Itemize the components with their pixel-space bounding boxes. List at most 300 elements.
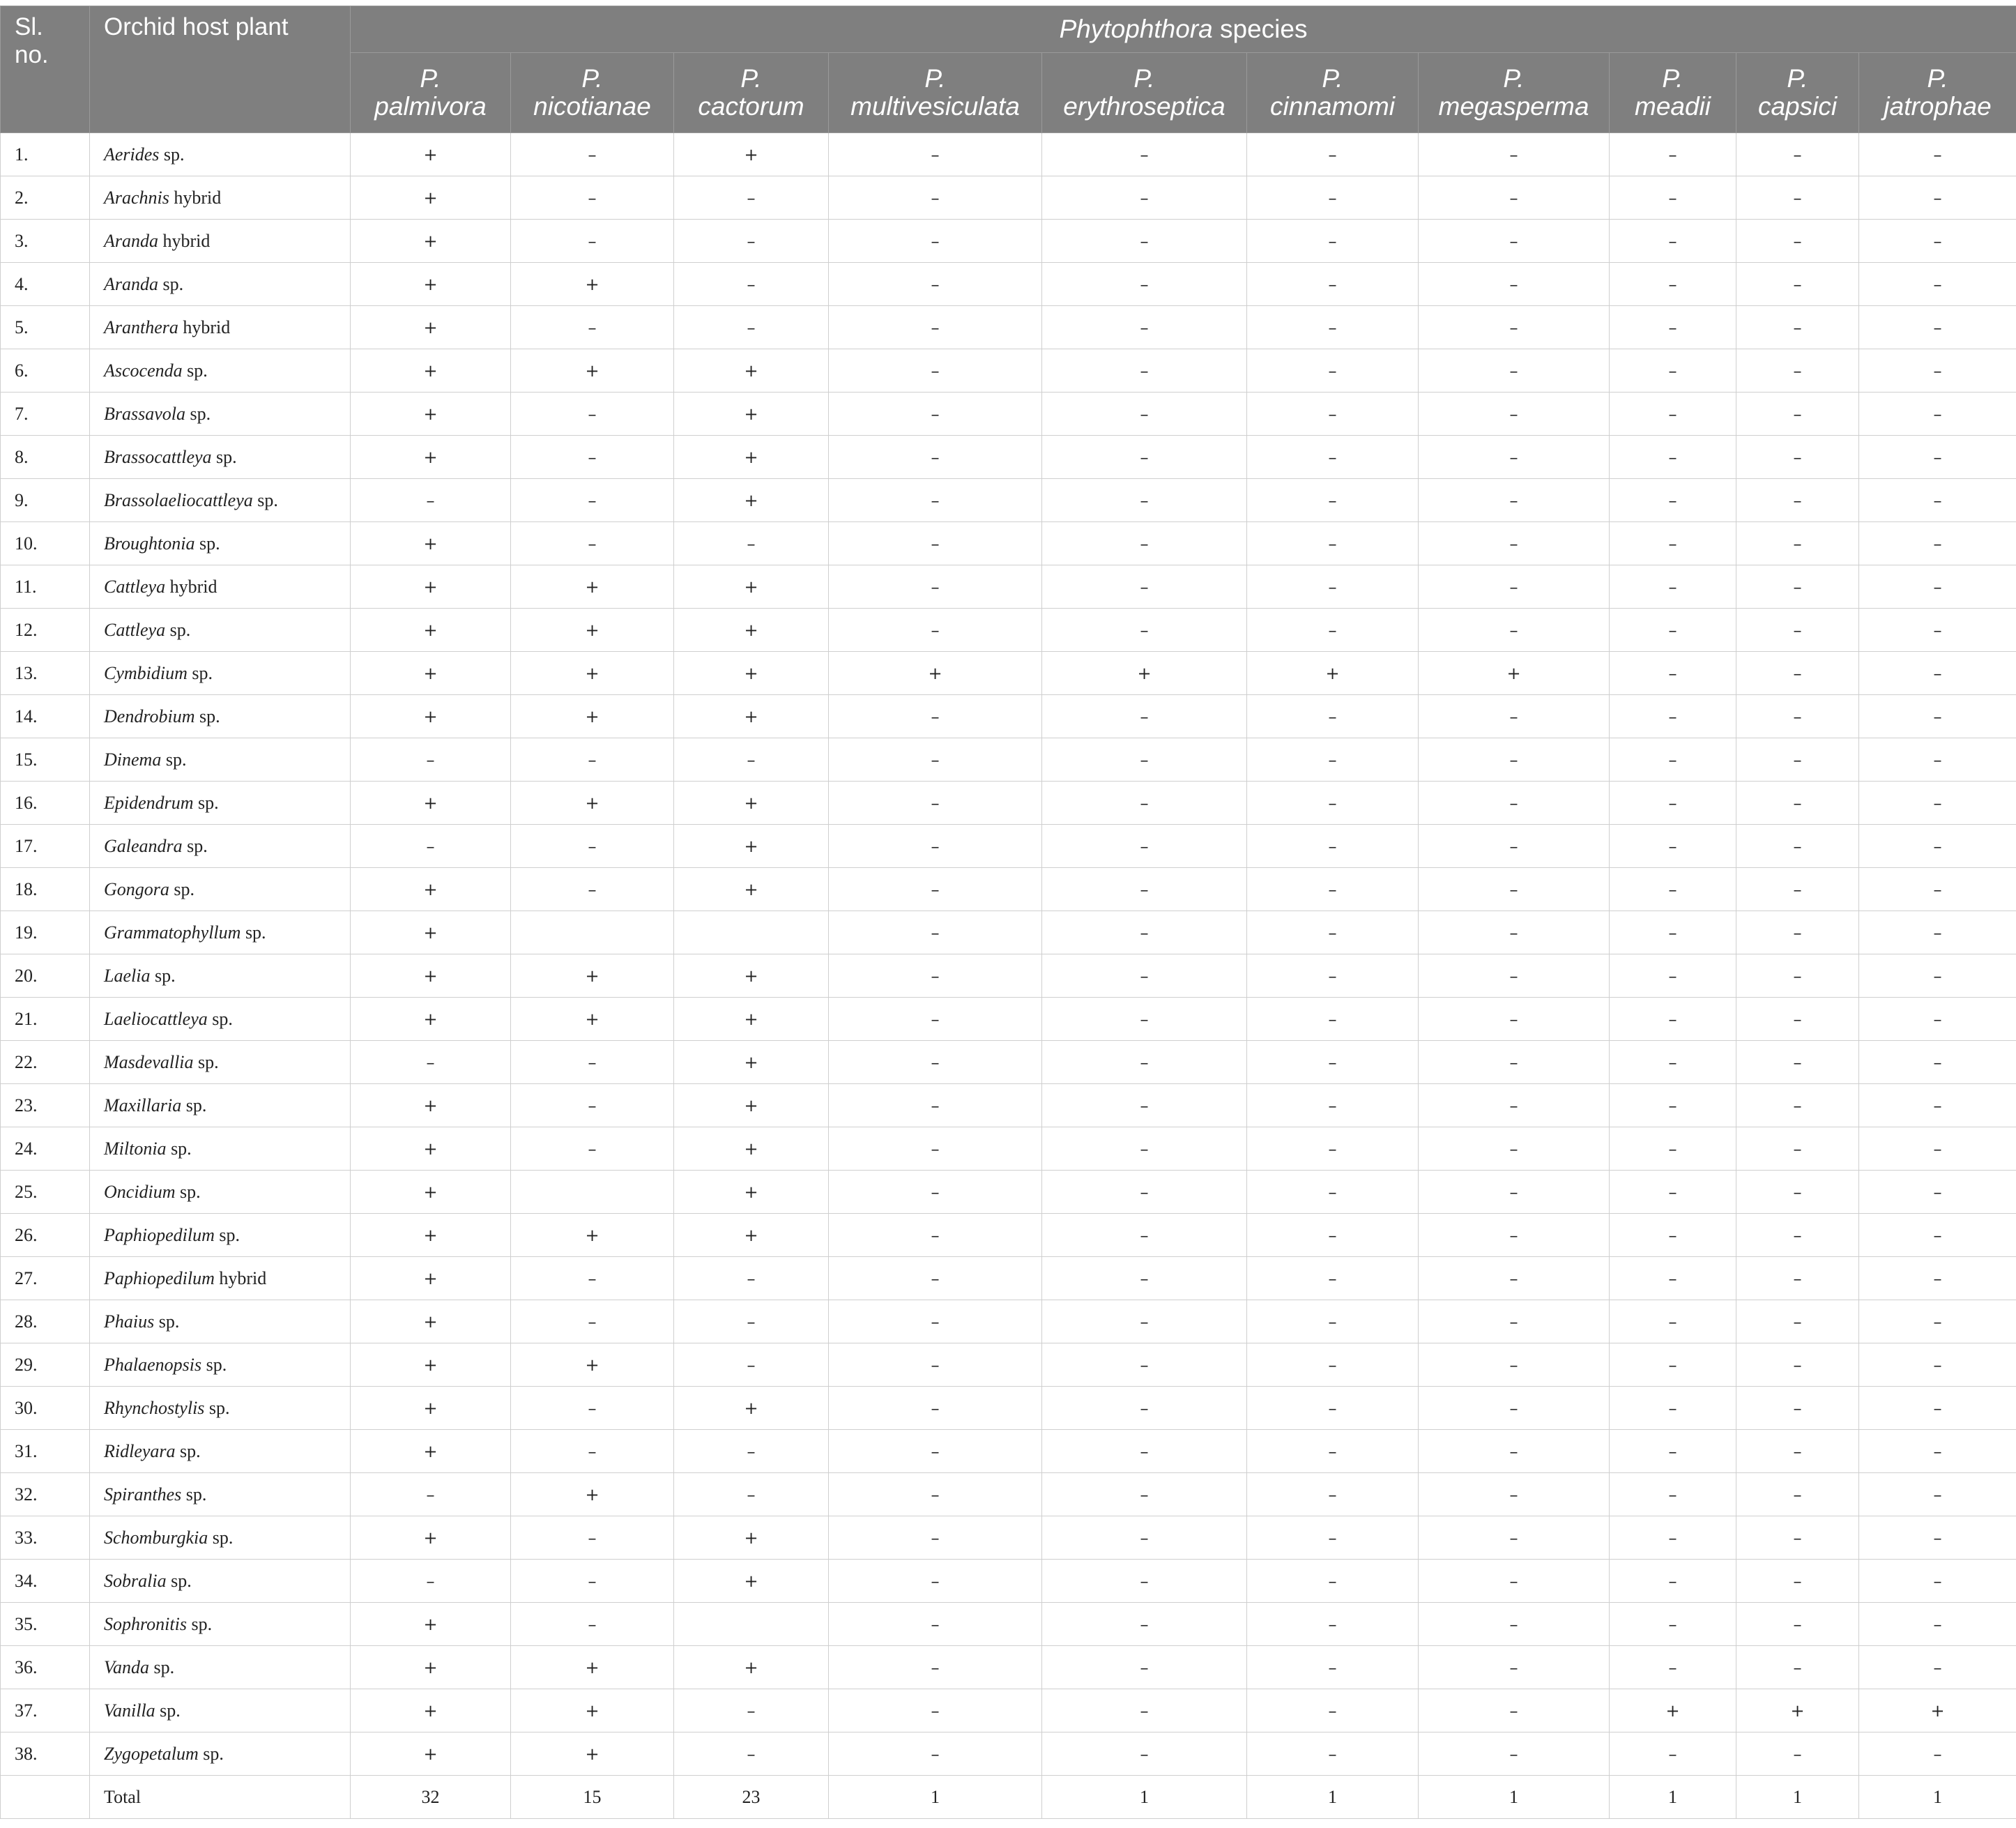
- presence-cell: –: [1736, 263, 1859, 306]
- host-suffix: sp.: [166, 1138, 192, 1159]
- presence-cell: –: [674, 1300, 829, 1343]
- presence-cell: –: [1247, 1387, 1419, 1430]
- host-genus: Gongora: [104, 878, 169, 899]
- presence-cell: –: [1419, 263, 1610, 306]
- presence-cell: +: [511, 998, 674, 1041]
- species-epithet: cactorum: [698, 92, 804, 121]
- presence-cell: –: [1859, 911, 2016, 954]
- presence-cell: –: [1736, 436, 1859, 479]
- presence-cell: –: [1610, 738, 1736, 782]
- presence-cell: –: [1610, 393, 1736, 436]
- host-plant-cell: [90, 1084, 351, 1127]
- host-genus: Rhynchostylis: [104, 1397, 205, 1418]
- presence-cell: +: [674, 393, 829, 436]
- presence-cell: –: [829, 220, 1042, 263]
- presence-cell: +: [1247, 652, 1419, 695]
- presence-cell: +: [674, 565, 829, 609]
- host-genus: Epidendrum: [104, 792, 194, 813]
- presence-cell: –: [1859, 176, 2016, 220]
- presence-cell: –: [829, 436, 1042, 479]
- host-genus: Brassavola: [104, 403, 185, 424]
- table-row: [1, 220, 2016, 263]
- presence-cell: +: [511, 1646, 674, 1689]
- host-plant-cell: [90, 825, 351, 868]
- presence-cell: –: [1247, 1560, 1419, 1603]
- presence-cell: –: [1419, 954, 1610, 998]
- presence-cell: –: [829, 1560, 1042, 1603]
- table-row: [1, 911, 2016, 954]
- table-row: [1, 954, 2016, 998]
- presence-cell: –: [1610, 998, 1736, 1041]
- presence-cell: –: [1610, 1387, 1736, 1430]
- host-suffix: sp.: [193, 792, 219, 813]
- presence-cell: –: [1042, 306, 1247, 349]
- presence-cell: –: [1042, 436, 1247, 479]
- species-genus: P.: [1787, 64, 1808, 93]
- host-plant-cell: [90, 220, 351, 263]
- presence-cell: –: [829, 609, 1042, 652]
- presence-cell: –: [1042, 522, 1247, 565]
- presence-cell: –: [1736, 1084, 1859, 1127]
- presence-cell: +: [351, 998, 511, 1041]
- presence-cell: –: [1859, 695, 2016, 738]
- presence-cell: –: [1042, 1171, 1247, 1214]
- species-header-jatrophae: [1859, 53, 2016, 133]
- presence-cell: –: [829, 825, 1042, 868]
- host-plant-cell: [90, 1646, 351, 1689]
- presence-cell: –: [1247, 782, 1419, 825]
- presence-cell: –: [674, 1732, 829, 1776]
- host-suffix: sp.: [165, 619, 191, 640]
- presence-cell: –: [674, 263, 829, 306]
- presence-cell: –: [1042, 1560, 1247, 1603]
- total-value: 32: [351, 1776, 511, 1819]
- orchid-phytophthora-table: [0, 6, 2016, 1819]
- presence-cell: –: [1859, 1300, 2016, 1343]
- presence-cell: –: [1859, 306, 2016, 349]
- total-value: 1: [829, 1776, 1042, 1819]
- presence-cell: –: [1736, 1387, 1859, 1430]
- presence-cell: –: [1610, 1171, 1736, 1214]
- presence-cell: –: [1042, 1214, 1247, 1257]
- presence-cell: +: [511, 954, 674, 998]
- presence-cell: +: [511, 1732, 674, 1776]
- presence-cell: –: [511, 306, 674, 349]
- presence-cell: +: [351, 695, 511, 738]
- presence-cell: –: [351, 479, 511, 522]
- presence-cell: –: [1859, 1041, 2016, 1084]
- presence-cell: –: [1736, 522, 1859, 565]
- total-value: 23: [674, 1776, 829, 1819]
- host-plant-cell: [90, 349, 351, 393]
- presence-cell: –: [1736, 1300, 1859, 1343]
- presence-cell: –: [1859, 652, 2016, 695]
- species-genus: P.: [1503, 64, 1525, 93]
- presence-cell: –: [511, 738, 674, 782]
- presence-cell: [511, 1171, 674, 1214]
- presence-cell: –: [1247, 565, 1419, 609]
- header-row-group: [1, 6, 2016, 53]
- presence-cell: +: [351, 1603, 511, 1646]
- presence-cell: –: [1419, 1603, 1610, 1646]
- host-suffix: sp.: [198, 1743, 224, 1764]
- presence-cell: –: [1042, 220, 1247, 263]
- presence-cell: –: [1042, 695, 1247, 738]
- host-genus: Vanilla: [104, 1700, 155, 1721]
- presence-cell: –: [1859, 609, 2016, 652]
- species-epithet: cinnamomi: [1270, 92, 1395, 121]
- presence-cell: –: [1736, 565, 1859, 609]
- presence-cell: –: [1610, 652, 1736, 695]
- presence-cell: +: [351, 565, 511, 609]
- species-header-palmivora: [351, 53, 511, 133]
- presence-cell: +: [351, 1689, 511, 1732]
- presence-cell: –: [1419, 349, 1610, 393]
- host-plant-cell: [90, 1300, 351, 1343]
- presence-cell: +: [674, 1214, 829, 1257]
- presence-cell: –: [1247, 1171, 1419, 1214]
- presence-cell: –: [1736, 868, 1859, 911]
- presence-cell: –: [1247, 1646, 1419, 1689]
- table-row: [1, 652, 2016, 695]
- host-genus: Arachnis: [104, 187, 169, 208]
- presence-cell: –: [1042, 998, 1247, 1041]
- presence-cell: –: [1736, 393, 1859, 436]
- genus-label: Phytophthora: [1059, 15, 1213, 43]
- presence-cell: –: [511, 1041, 674, 1084]
- presence-cell: –: [1859, 1214, 2016, 1257]
- host-plant-cell: [90, 609, 351, 652]
- row-number: 7.: [1, 393, 90, 436]
- host-suffix: sp.: [208, 1527, 234, 1548]
- presence-cell: +: [351, 1732, 511, 1776]
- presence-cell: +: [674, 1646, 829, 1689]
- presence-cell: –: [1736, 1646, 1859, 1689]
- row-number: 18.: [1, 868, 90, 911]
- presence-cell: –: [829, 1127, 1042, 1171]
- presence-cell: –: [1736, 1430, 1859, 1473]
- presence-cell: –: [1042, 393, 1247, 436]
- table-row: [1, 133, 2016, 176]
- presence-cell: –: [1610, 1214, 1736, 1257]
- host-plant-cell: [90, 652, 351, 695]
- host-genus: Brassocattleya: [104, 446, 212, 467]
- host-suffix: sp.: [181, 1484, 207, 1505]
- presence-cell: –: [1419, 738, 1610, 782]
- row-number: 16.: [1, 782, 90, 825]
- row-number: 21.: [1, 998, 90, 1041]
- presence-cell: –: [1419, 1084, 1610, 1127]
- presence-cell: –: [1736, 1603, 1859, 1646]
- presence-cell: –: [511, 522, 674, 565]
- presence-cell: +: [351, 1300, 511, 1343]
- presence-cell: –: [1736, 609, 1859, 652]
- presence-cell: +: [351, 1343, 511, 1387]
- presence-cell: –: [1736, 306, 1859, 349]
- presence-cell: –: [1247, 1127, 1419, 1171]
- presence-cell: –: [674, 1689, 829, 1732]
- species-header-cactorum: [674, 53, 829, 133]
- presence-cell: –: [1736, 1732, 1859, 1776]
- host-plant-cell: [90, 565, 351, 609]
- row-number: 14.: [1, 695, 90, 738]
- presence-cell: –: [1247, 911, 1419, 954]
- presence-cell: –: [1419, 1430, 1610, 1473]
- presence-cell: –: [1736, 782, 1859, 825]
- presence-cell: [674, 911, 829, 954]
- presence-cell: +: [351, 436, 511, 479]
- table-row: [1, 349, 2016, 393]
- row-number: 6.: [1, 349, 90, 393]
- host-plant-cell: [90, 1214, 351, 1257]
- row-number: 27.: [1, 1257, 90, 1300]
- presence-cell: –: [1736, 1473, 1859, 1516]
- total-value: 15: [511, 1776, 674, 1819]
- presence-cell: –: [1247, 479, 1419, 522]
- presence-cell: –: [1419, 1343, 1610, 1387]
- presence-cell: –: [1859, 565, 2016, 609]
- presence-cell: –: [1247, 349, 1419, 393]
- presence-cell: –: [1247, 393, 1419, 436]
- presence-cell: –: [1736, 1343, 1859, 1387]
- presence-cell: –: [1859, 1603, 2016, 1646]
- presence-cell: –: [829, 349, 1042, 393]
- species-genus: P.: [740, 64, 762, 93]
- presence-cell: –: [511, 133, 674, 176]
- presence-cell: +: [351, 133, 511, 176]
- host-suffix: sp.: [159, 144, 185, 165]
- total-row: [1, 1776, 2016, 1819]
- species-genus: P.: [1133, 64, 1155, 93]
- presence-cell: –: [1042, 479, 1247, 522]
- host-plant-cell: [90, 1560, 351, 1603]
- presence-cell: –: [1419, 1300, 1610, 1343]
- host-genus: Paphiopedilum: [104, 1267, 215, 1288]
- presence-cell: –: [1859, 825, 2016, 868]
- row-number: 37.: [1, 1689, 90, 1732]
- presence-cell: –: [1610, 1473, 1736, 1516]
- table-row: [1, 609, 2016, 652]
- table-row: [1, 1732, 2016, 1776]
- presence-cell: –: [1859, 1560, 2016, 1603]
- presence-cell: +: [511, 1473, 674, 1516]
- presence-cell: –: [1419, 1041, 1610, 1084]
- presence-cell: –: [1247, 998, 1419, 1041]
- row-number: 24.: [1, 1127, 90, 1171]
- row-number: 22.: [1, 1041, 90, 1084]
- presence-cell: –: [674, 522, 829, 565]
- presence-cell: –: [1247, 954, 1419, 998]
- row-number: 15.: [1, 738, 90, 782]
- presence-cell: +: [351, 1171, 511, 1214]
- presence-cell: –: [1419, 695, 1610, 738]
- species-epithet: meadii: [1635, 92, 1711, 121]
- presence-cell: –: [351, 825, 511, 868]
- table-row: [1, 1646, 2016, 1689]
- presence-cell: –: [1247, 1689, 1419, 1732]
- presence-cell: –: [1859, 1084, 2016, 1127]
- presence-cell: +: [511, 695, 674, 738]
- table-row: [1, 1387, 2016, 1430]
- host-genus: Aranthera: [104, 317, 178, 337]
- species-header-nicotianae: [511, 53, 674, 133]
- total-value: 1: [1247, 1776, 1419, 1819]
- presence-cell: +: [1736, 1689, 1859, 1732]
- species-epithet: capsici: [1757, 92, 1838, 121]
- presence-cell: +: [674, 1387, 829, 1430]
- presence-cell: –: [1736, 479, 1859, 522]
- presence-cell: –: [1247, 1343, 1419, 1387]
- presence-cell: –: [829, 306, 1042, 349]
- presence-cell: –: [1419, 306, 1610, 349]
- presence-cell: –: [1859, 263, 2016, 306]
- presence-cell: +: [674, 1171, 829, 1214]
- presence-cell: +: [1859, 1689, 2016, 1732]
- presence-cell: –: [1247, 1473, 1419, 1516]
- presence-cell: –: [829, 1257, 1042, 1300]
- presence-cell: –: [1419, 1127, 1610, 1171]
- presence-cell: –: [1610, 565, 1736, 609]
- total-value: 1: [1859, 1776, 2016, 1819]
- presence-cell: –: [1042, 825, 1247, 868]
- presence-cell: +: [674, 436, 829, 479]
- host-suffix: sp.: [154, 1311, 180, 1332]
- host-suffix: sp.: [150, 965, 176, 986]
- presence-cell: –: [351, 1473, 511, 1516]
- presence-cell: +: [511, 1214, 674, 1257]
- presence-cell: –: [1042, 782, 1247, 825]
- presence-cell: –: [1247, 1214, 1419, 1257]
- presence-cell: –: [1247, 1732, 1419, 1776]
- host-genus: Sophronitis: [104, 1613, 187, 1634]
- presence-cell: –: [1610, 609, 1736, 652]
- presence-cell: –: [829, 998, 1042, 1041]
- table-row: [1, 1430, 2016, 1473]
- presence-cell: –: [1610, 695, 1736, 738]
- presence-cell: +: [351, 1257, 511, 1300]
- host-genus: Aranda: [104, 230, 158, 251]
- host-suffix: sp.: [182, 360, 208, 381]
- host-plant-cell: [90, 1732, 351, 1776]
- host-plant-cell: [90, 1041, 351, 1084]
- table-row: [1, 479, 2016, 522]
- presence-cell: +: [1610, 1689, 1736, 1732]
- host-plant-cell: [90, 998, 351, 1041]
- presence-cell: –: [829, 393, 1042, 436]
- presence-cell: –: [1610, 1516, 1736, 1560]
- presence-cell: –: [1247, 1257, 1419, 1300]
- presence-cell: –: [511, 1127, 674, 1171]
- row-number: 28.: [1, 1300, 90, 1343]
- host-suffix: hybrid: [158, 230, 211, 251]
- presence-cell: –: [1610, 825, 1736, 868]
- host-genus: Paphiopedilum: [104, 1224, 215, 1245]
- presence-cell: +: [351, 176, 511, 220]
- presence-cell: +: [511, 652, 674, 695]
- presence-cell: +: [351, 609, 511, 652]
- host-plant-cell: [90, 1171, 351, 1214]
- table-row: [1, 263, 2016, 306]
- table-row: [1, 825, 2016, 868]
- presence-cell: –: [1042, 1257, 1247, 1300]
- presence-cell: –: [1859, 1387, 2016, 1430]
- host-genus: Schomburgkia: [104, 1527, 208, 1548]
- presence-cell: –: [1736, 911, 1859, 954]
- presence-cell: +: [674, 954, 829, 998]
- table-row: [1, 1603, 2016, 1646]
- presence-cell: +: [351, 1214, 511, 1257]
- presence-cell: –: [1247, 220, 1419, 263]
- presence-cell: –: [1247, 176, 1419, 220]
- presence-cell: –: [1736, 1041, 1859, 1084]
- presence-cell: –: [1042, 1473, 1247, 1516]
- host-plant-cell: [90, 393, 351, 436]
- host-plant-cell: [90, 306, 351, 349]
- presence-cell: +: [351, 349, 511, 393]
- presence-cell: –: [1736, 220, 1859, 263]
- host-suffix: sp.: [194, 533, 220, 554]
- presence-cell: –: [1042, 565, 1247, 609]
- presence-cell: –: [1736, 176, 1859, 220]
- presence-cell: –: [1247, 609, 1419, 652]
- host-suffix: sp.: [175, 1181, 201, 1202]
- host-suffix: sp.: [240, 922, 266, 943]
- row-number: 31.: [1, 1430, 90, 1473]
- presence-cell: –: [1736, 1516, 1859, 1560]
- presence-cell: –: [829, 1646, 1042, 1689]
- presence-cell: –: [1859, 1257, 2016, 1300]
- host-plant-cell: [90, 1343, 351, 1387]
- table-container: [0, 6, 2016, 1819]
- presence-cell: –: [829, 1300, 1042, 1343]
- presence-cell: –: [1042, 1343, 1247, 1387]
- presence-cell: –: [1419, 176, 1610, 220]
- host-genus: Cattleya: [104, 619, 166, 640]
- presence-cell: –: [829, 1214, 1042, 1257]
- presence-cell: [674, 1603, 829, 1646]
- presence-cell: –: [1042, 1041, 1247, 1084]
- presence-cell: –: [1419, 1732, 1610, 1776]
- presence-cell: –: [1247, 1603, 1419, 1646]
- presence-cell: –: [1859, 1646, 2016, 1689]
- presence-cell: –: [1859, 1171, 2016, 1214]
- presence-cell: –: [829, 133, 1042, 176]
- row-number: 25.: [1, 1171, 90, 1214]
- row-number: 33.: [1, 1516, 90, 1560]
- presence-cell: –: [829, 782, 1042, 825]
- species-epithet: nicotianae: [533, 92, 651, 121]
- presence-cell: –: [1610, 1603, 1736, 1646]
- presence-cell: –: [1419, 1689, 1610, 1732]
- host-genus: Vanda: [104, 1656, 149, 1677]
- host-plant-cell: [90, 868, 351, 911]
- presence-cell: –: [1859, 522, 2016, 565]
- presence-cell: –: [1419, 911, 1610, 954]
- table-row: [1, 1300, 2016, 1343]
- presence-cell: –: [1736, 695, 1859, 738]
- host-suffix: sp.: [204, 1397, 230, 1418]
- presence-cell: –: [1247, 263, 1419, 306]
- host-plant-cell: [90, 911, 351, 954]
- presence-cell: –: [1247, 1041, 1419, 1084]
- presence-cell: [511, 911, 674, 954]
- presence-cell: –: [1247, 1516, 1419, 1560]
- presence-cell: –: [511, 868, 674, 911]
- presence-cell: –: [1042, 911, 1247, 954]
- presence-cell: +: [351, 263, 511, 306]
- presence-cell: –: [674, 1473, 829, 1516]
- row-number: 2.: [1, 176, 90, 220]
